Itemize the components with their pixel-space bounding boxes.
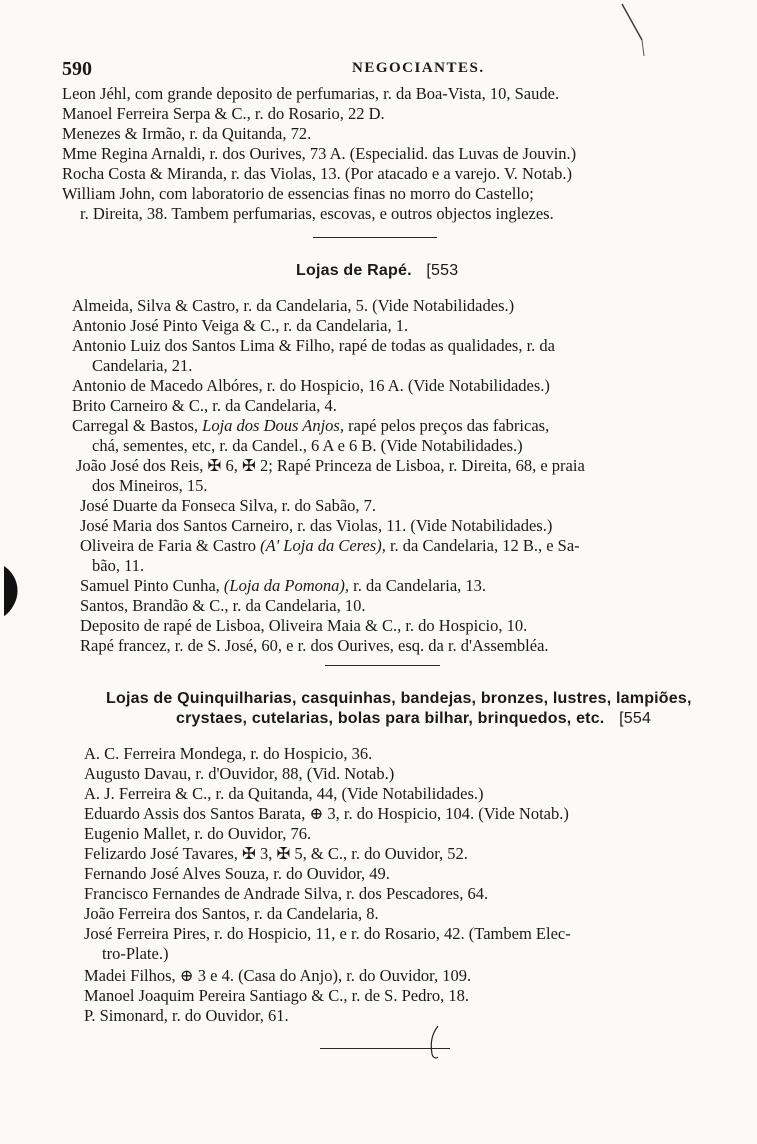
entry: Antonio José Pinto Veiga & C., r. da Candelaria, 1. xyxy=(72,316,409,335)
section-title-quinquilharias-line2 xyxy=(176,710,651,728)
page-number: 590 xyxy=(62,58,92,80)
entry: A. J. Ferreira & C., r. da Quitanda, 44, (Vide Notabilidades.) xyxy=(84,784,484,803)
entry: Francisco Fernandes de Andrade Silva, r. dos Pescadores, 64. xyxy=(84,884,489,903)
entry xyxy=(80,576,486,596)
entry: Fernando José Alves Souza, r. do Ouvidor, 49. xyxy=(84,864,390,883)
entry xyxy=(72,416,549,436)
entry-continuation: bão, 11. xyxy=(92,556,145,575)
entry: Mme Regina Arnaldi, r. dos Ourives, 73 A. (Especialid. das Luvas de Jouvin.) xyxy=(62,144,577,163)
section-ref: [554 xyxy=(619,710,652,727)
entry-detail: rapé pelos preços das fabricas, xyxy=(348,416,550,435)
shop-name: (A' Loja da Ceres), xyxy=(260,536,386,555)
section-divider xyxy=(313,237,437,238)
entry: Menezes & Irmão, r. da Quitanda, 72. xyxy=(62,124,312,143)
entry: Rapé francez, r. de S. José, 60, e r. dos Ourives, esq. da r. d'Assembléa. xyxy=(80,636,549,655)
entry: Deposito de rapé de Lisboa, Oliveira Maia & C., r. do Hospicio, 10. xyxy=(80,616,528,635)
entry: Manoel Ferreira Serpa & C., r. do Rosario, 22 D. xyxy=(62,104,385,123)
entry-continuation: chá, sementes, etc, r. da Candel., 6 A e 6 B. (Vide Notabilidades.) xyxy=(92,436,523,455)
entry: Brito Carneiro & C., r. da Candelaria, 4. xyxy=(72,396,337,415)
entry-continuation: r. Direita, 38. Tambem perfumarias, escovas, e outros objectos inglezes. xyxy=(80,204,554,223)
entry: José Maria dos Santos Carneiro, r. das Violas, 11. (Vide Notabilidades.) xyxy=(80,516,553,535)
shop-name: (Loja da Pomona), xyxy=(223,576,350,595)
pen-stroke-mark xyxy=(620,0,650,60)
entry-continuation: dos Mineiros, 15. xyxy=(92,476,208,495)
entry: Leon Jéhl, com grande deposito de perfumarias, r. da Boa-Vista, 10, Saude. xyxy=(62,84,560,103)
entry: João Ferreira dos Santos, r. da Candelaria, 8. xyxy=(84,904,379,923)
entry-detail: r. da Candelaria, 12 B., e Sa- xyxy=(389,536,580,555)
entry-continuation: Candelaria, 21. xyxy=(92,356,193,375)
page-header xyxy=(62,58,692,82)
entry: Eugenio Mallet, r. do Ouvidor, 76. xyxy=(84,824,312,843)
pen-flourish xyxy=(420,1024,450,1062)
entry: Rocha Costa & Miranda, r. das Violas, 13. (Por atacado e a varejo. V. Notab.) xyxy=(62,164,572,183)
entry: José Duarte da Fonseca Silva, r. do Sabão, 7. xyxy=(80,496,377,515)
entry-name: Carregal & Bastos, xyxy=(72,416,199,435)
section-title-text: crystaes, cutelarias, bolas para bilhar, brinquedos, etc. xyxy=(176,710,605,727)
entry: Antonio Luiz dos Santos Lima & Filho, rapé de todas as qualidades, r. da xyxy=(72,336,556,355)
entry-name: Oliveira de Faria & Castro xyxy=(80,536,256,555)
entry: Manoel Joaquim Pereira Santiago & C., r. de S. Pedro, 18. xyxy=(84,986,469,1005)
entry: Madei Filhos, ⊕ 3 e 4. (Casa do Anjo), r. do Ouvidor, 109. xyxy=(84,966,472,985)
entry: João José dos Reis, ✠ 6, ✠ 2; Rapé Princeza de Lisboa, r. Direita, 68, e praia xyxy=(76,456,585,475)
section-title-rape xyxy=(296,262,458,280)
entry: José Ferreira Pires, r. do Hospicio, 11, e r. do Rosario, 42. (Tambem Elec- xyxy=(84,924,571,943)
running-head: NEGOCIANTES. xyxy=(352,60,485,76)
shop-name: Loja dos Dous Anjos, xyxy=(202,416,344,435)
entry: Eduardo Assis dos Santos Barata, ⊕ 3, r. do Hospicio, 104. (Vide Notab.) xyxy=(84,804,569,823)
section-divider xyxy=(325,665,440,666)
entry-name: Samuel Pinto Cunha, xyxy=(80,576,220,595)
entry: Augusto Davau, r. d'Ouvidor, 88, (Vid. Notab.) xyxy=(84,764,395,783)
entry-detail: r. da Candelaria, 13. xyxy=(353,576,487,595)
entry: P. Simonard, r. do Ouvidor, 61. xyxy=(84,1006,289,1025)
entry: Santos, Brandão & C., r. da Candelaria, 10. xyxy=(80,596,366,615)
entry: Felizardo José Tavares, ✠ 3, ✠ 5, & C., r. do Ouvidor, 52. xyxy=(84,844,468,863)
binding-mark xyxy=(0,560,22,620)
entry-continuation: tro-Plate.) xyxy=(102,944,169,963)
entry: A. C. Ferreira Mondega, r. do Hospicio, 36. xyxy=(84,744,373,763)
entry: William John, com laboratorio de essencias finas no morro do Castello; xyxy=(62,184,534,203)
section-title-quinquilharias: Lojas de Quinquilharias, casquinhas, bandejas, bronzes, lustres, lampiões, xyxy=(106,690,692,707)
section-ref: [553 xyxy=(426,262,459,279)
entry: Almeida, Silva & Castro, r. da Candelaria, 5. (Vide Notabilidades.) xyxy=(72,296,515,315)
entry: Antonio de Macedo Albóres, r. do Hospicio, 16 A. (Vide Notabilidades.) xyxy=(72,376,550,395)
entry xyxy=(80,536,580,556)
section-title-text: Lojas de Rapé. xyxy=(296,262,412,279)
